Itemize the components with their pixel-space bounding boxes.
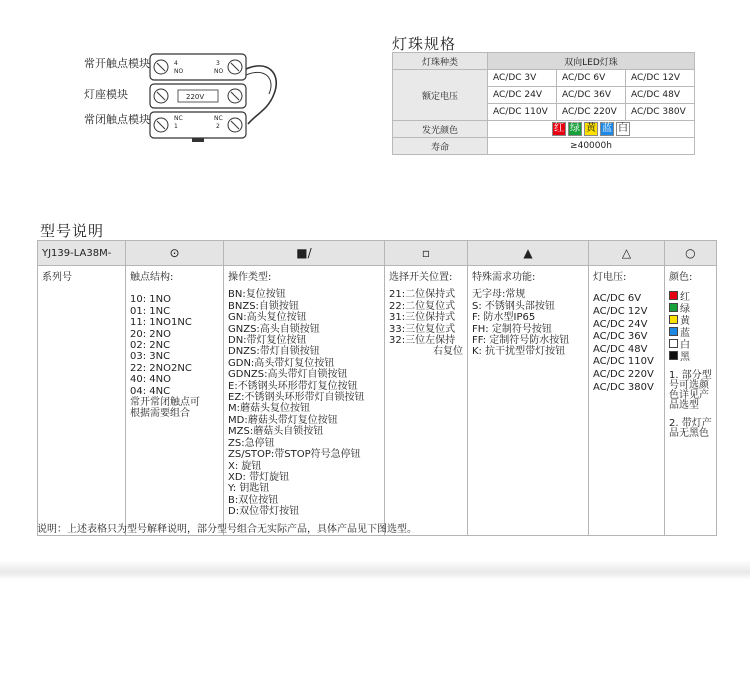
special-item: FH: 定制符号按钮 <box>472 323 552 335</box>
operation-item: GNZS:高头自锁按钮 <box>228 323 320 335</box>
voltage-col-cell <box>589 266 665 536</box>
model-table <box>37 240 717 536</box>
selector-item: 33:三位复位式 <box>389 323 456 335</box>
color-option <box>669 327 712 339</box>
no-left-txt: NO <box>174 68 184 75</box>
voltage-cell: AC/DC 48V <box>626 87 695 104</box>
voltage-item: AC/DC 12V <box>593 306 648 317</box>
color-swatch <box>669 291 678 300</box>
operation-item: XD: 带灯旋钮 <box>228 471 290 483</box>
color-swatch <box>669 351 678 360</box>
color-chips <box>488 121 695 138</box>
operation-item: M:蘑菇头复位按钮 <box>228 403 310 415</box>
voltage-head: 灯电压: <box>593 272 627 283</box>
led-spec-table <box>392 52 695 155</box>
color-option <box>669 351 712 363</box>
selector-item: 21:二位保持式 <box>389 289 456 301</box>
no-module-label: 常开触点模块 <box>84 57 150 70</box>
led-type-label: 灯珠种类 <box>393 53 488 70</box>
voltage-cell: AC/DC 24V <box>488 87 557 104</box>
special-head: 特殊需求功能: <box>472 272 536 283</box>
color-option-label: 蓝 <box>680 328 690 340</box>
voltage-cell: AC/DC 110V <box>488 104 557 121</box>
operation-item: MZS:蘑菇头自锁按钮 <box>228 426 324 438</box>
header-selector-symbol: ▫ <box>385 241 468 266</box>
operation-item: GN:高头复位按钮 <box>228 312 307 324</box>
color-col-cell <box>665 266 717 536</box>
contact-item: 03: 3NC <box>130 351 171 363</box>
operation-item: EZ:不锈钢头环形带灯自锁按钮 <box>228 392 365 404</box>
life-label: 寿命 <box>393 138 488 155</box>
operation-item: BNZS:自锁按钮 <box>228 300 299 312</box>
footnote: 说明：上述表格只为型号解释说明，部分型号组合无实际产品，具体产品见下图选型。 <box>37 524 417 535</box>
color-option-label: 白 <box>680 340 690 352</box>
color-option <box>669 291 712 303</box>
header-prefix: YJ139-LA38M- <box>38 241 126 266</box>
color-swatch <box>669 339 678 348</box>
voltage-cell: AC/DC 12V <box>626 70 695 87</box>
color-option-label: 绿 <box>680 304 690 316</box>
voltage-cell: AC/DC 6V <box>557 70 626 87</box>
voltage-item: AC/DC 110V <box>593 356 654 368</box>
nc-left-txt: NC <box>174 115 183 122</box>
color-note: 号可选颜 <box>669 380 709 392</box>
color-chip-white: 白 <box>618 123 628 134</box>
color-label: 发光颜色 <box>393 121 488 138</box>
color-option <box>669 303 712 315</box>
operation-item: GDN:高头带灯复位按钮 <box>228 357 335 369</box>
bottom-divider <box>0 560 750 580</box>
special-item: S: 不锈钢头部按钮 <box>472 300 555 312</box>
color-swatch <box>669 315 678 324</box>
color-note: 2. 带灯产 <box>669 418 712 430</box>
operation-item: BN:复位按钮 <box>228 289 286 301</box>
contact-item: 11: 1NO1NC <box>130 317 192 329</box>
header-voltage-symbol: △ <box>589 241 665 266</box>
nc-right-num: 2 <box>216 123 220 130</box>
color-head: 颜色: <box>669 272 693 283</box>
color-note: 品选型 <box>669 400 699 412</box>
led-type-value: 双向LED灯珠 <box>488 53 695 70</box>
special-item: K: 抗干扰型带灯按钮 <box>472 346 566 358</box>
color-option-label: 黄 <box>680 316 690 328</box>
lamp-voltage: 220V <box>186 93 205 101</box>
color-option <box>669 315 712 327</box>
voltage-item: AC/DC 48V <box>593 343 648 355</box>
voltage-item: AC/DC 380V <box>593 381 654 393</box>
voltage-item: AC/DC 24V <box>593 318 648 330</box>
operation-cell <box>224 266 385 536</box>
selector-cell <box>385 266 468 536</box>
special-item: F: 防水型IP65 <box>472 312 536 324</box>
operation-item: GDNZS:高头带灯自锁按钮 <box>228 369 348 381</box>
color-note: 色详见产 <box>669 390 709 402</box>
special-item: FF: 定制符号防水按钮 <box>472 335 570 347</box>
contact-item: 常开常闭触点可 <box>130 397 200 409</box>
no-right-num: 3 <box>216 60 220 67</box>
color-note: 品无黑色 <box>669 428 709 440</box>
color-chip-green: 绿 <box>570 123 580 134</box>
selector-item: 31:三位保持式 <box>389 312 456 324</box>
operation-item: ZS:急停钮 <box>228 437 275 449</box>
voltage-label: 额定电压 <box>393 70 488 121</box>
contact-item: 22: 2NO2NC <box>130 362 192 374</box>
contact-item: 根据需要组合 <box>130 408 190 420</box>
operation-item: ZS/STOP:带STOP符号急停钮 <box>228 449 361 461</box>
no-left-num: 4 <box>174 60 178 67</box>
operation-head: 操作类型: <box>228 272 272 283</box>
color-option-label: 黑 <box>680 352 690 364</box>
color-swatch <box>669 303 678 312</box>
color-chip-red: 红 <box>554 123 564 134</box>
operation-item: MD:蘑菇头带灯复位按钮 <box>228 414 338 426</box>
voltage-cell: AC/DC 380V <box>626 104 695 121</box>
contact-head: 触点结构: <box>130 272 174 283</box>
contact-item: 01: 1NC <box>130 305 171 317</box>
module-diagram <box>148 52 288 142</box>
contact-cell <box>126 266 224 536</box>
color-swatch <box>669 327 678 336</box>
operation-item: E:不锈钢头环形带灯复位按钮 <box>228 380 358 392</box>
selector-head: 选择开关位置: <box>389 272 453 283</box>
voltage-item: AC/DC 220V <box>593 368 654 380</box>
model-title: 型号说明 <box>40 222 105 240</box>
contact-item: 04: 4NC <box>130 385 171 397</box>
no-right-txt: NO <box>214 68 224 75</box>
nc-right-txt: NC <box>214 115 223 122</box>
contact-item: 10: 1NO <box>130 294 171 306</box>
contact-item: 40: 4NO <box>130 374 171 386</box>
nc-module-label: 常闭触点模块 <box>84 113 150 126</box>
selector-item: 22:二位复位式 <box>389 300 456 312</box>
operation-item: DNZS:带灯自锁按钮 <box>228 346 320 358</box>
life-value: ≥40000h <box>488 138 695 155</box>
selector-item: 右复位 <box>433 346 463 358</box>
header-color-symbol: ○ <box>665 241 717 266</box>
voltage-item: AC/DC 6V <box>593 293 642 305</box>
voltage-item: AC/DC 36V <box>593 331 648 343</box>
operation-item: DN:带灯复位按钮 <box>228 335 307 347</box>
series-cell <box>38 266 126 536</box>
special-cell <box>468 266 589 536</box>
voltage-cell: AC/DC 220V <box>557 104 626 121</box>
operation-item: Y: 钥匙钮 <box>228 483 270 495</box>
operation-item: B:双位按钮 <box>228 494 279 506</box>
series-head: 系列号 <box>42 272 72 283</box>
contact-item: 02: 2NC <box>130 340 171 352</box>
color-chip-blue: 蓝 <box>602 123 612 134</box>
header-contact-symbol: ⊙ <box>126 241 224 266</box>
header-special-symbol: ▲ <box>468 241 589 266</box>
header-operation-symbol: ■/ <box>224 241 385 266</box>
contact-item: 20: 2NO <box>130 328 171 340</box>
nc-left-num: 1 <box>174 123 178 130</box>
operation-item: D:双位带灯按钮 <box>228 506 300 518</box>
color-option-label: 红 <box>680 292 690 304</box>
led-spec-title: 灯珠规格 <box>392 35 457 53</box>
color-chip-yellow: 黄 <box>586 123 596 134</box>
special-item: 无字母:常规 <box>472 289 526 301</box>
voltage-cell: AC/DC 36V <box>557 87 626 104</box>
voltage-cell: AC/DC 3V <box>488 70 557 87</box>
color-note: 1. 部分型 <box>669 370 712 382</box>
selector-item: 32:三位左保持 <box>389 335 456 347</box>
color-option <box>669 339 712 351</box>
operation-item: X: 旋钮 <box>228 460 262 472</box>
lamp-module-label: 灯座模块 <box>84 88 128 101</box>
